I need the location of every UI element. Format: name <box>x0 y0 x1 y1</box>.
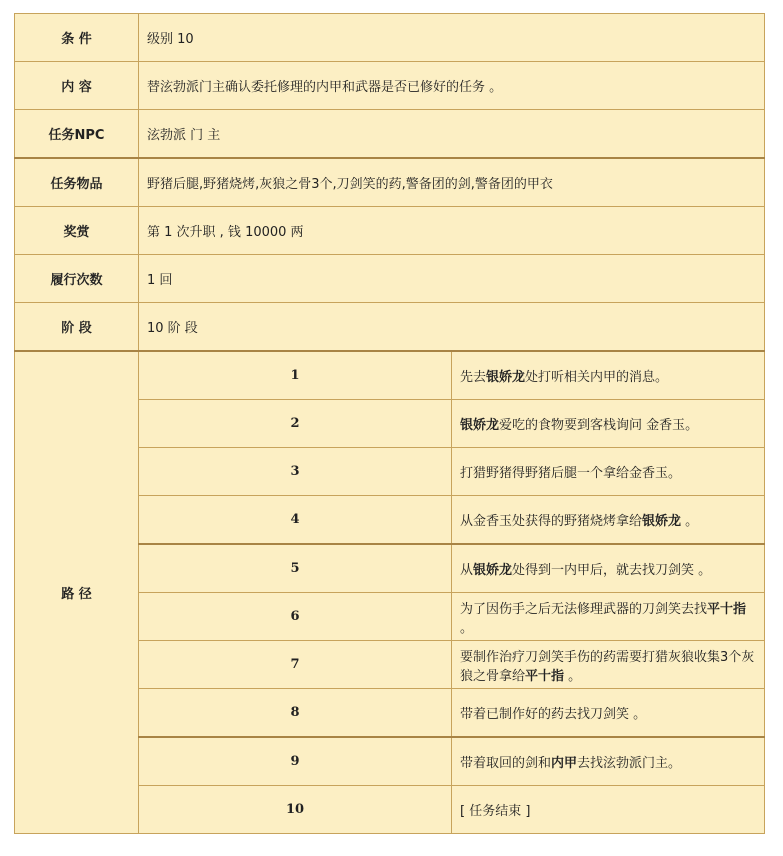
step-number: 2 <box>139 400 452 448</box>
path-step-row <box>15 351 765 400</box>
step-number: 1 <box>139 351 452 400</box>
quest-info-table <box>14 13 765 834</box>
items-value: 野猪后腿,野猪烧烤,灰狼之骨3个,刀剑笑的药,警备团的剑,警备团的甲衣 <box>139 158 765 207</box>
reward-value: 第 1 次升职 , 钱 10000 两 <box>139 207 765 255</box>
step-number: 7 <box>139 641 452 689</box>
step-text: 从银娇龙处得到一内甲后，就去找刀剑笑 。 <box>452 544 765 593</box>
step-text: 打猎野猪得野猪后腿一个拿给金香玉。 <box>452 448 765 496</box>
npc-value: 泫勃派 门 主 <box>139 110 765 159</box>
npc-row <box>15 110 765 159</box>
times-value: 1 回 <box>139 255 765 303</box>
stage-label: 阶 段 <box>15 303 139 352</box>
reward-row <box>15 207 765 255</box>
step-text: 带着已制作好的药去找刀剑笑 。 <box>452 689 765 738</box>
condition-value: 级别 10 <box>139 14 765 62</box>
condition-row <box>15 14 765 62</box>
step-text: [ 任务结束 ] <box>452 786 765 834</box>
step-text: 银娇龙爱吃的食物要到客栈询问 金香玉。 <box>452 400 765 448</box>
times-label: 履行次数 <box>15 255 139 303</box>
step-number: 5 <box>139 544 452 593</box>
step-text: 带着取回的剑和内甲去找泫勃派门主。 <box>452 737 765 786</box>
step-number: 8 <box>139 689 452 738</box>
step-number: 3 <box>139 448 452 496</box>
step-number: 9 <box>139 737 452 786</box>
step-text: 先去银娇龙处打听相关内甲的消息。 <box>452 351 765 400</box>
reward-label: 奖赏 <box>15 207 139 255</box>
items-row <box>15 158 765 207</box>
stage-row <box>15 303 765 352</box>
step-text: 为了因伤手之后无法修理武器的刀剑笑去找平十指 。 <box>452 593 765 641</box>
content-row <box>15 62 765 110</box>
step-number: 6 <box>139 593 452 641</box>
content-label: 内 容 <box>15 62 139 110</box>
stage-value: 10 阶 段 <box>139 303 765 352</box>
items-label: 任务物品 <box>15 158 139 207</box>
condition-label: 条 件 <box>15 14 139 62</box>
step-text: 要制作治疗刀剑笑手伤的药需要打猎灰狼收集3个灰狼之骨拿给平十指 。 <box>452 641 765 689</box>
step-text: 从金香玉处获得的野猪烧烤拿给银娇龙 。 <box>452 496 765 545</box>
times-row <box>15 255 765 303</box>
step-number: 10 <box>139 786 452 834</box>
path-label: 路 径 <box>15 351 139 834</box>
content-value: 替泫勃派门主确认委托修理的内甲和武器是否已修好的任务 。 <box>139 62 765 110</box>
npc-label: 任务NPC <box>15 110 139 159</box>
step-number: 4 <box>139 496 452 545</box>
